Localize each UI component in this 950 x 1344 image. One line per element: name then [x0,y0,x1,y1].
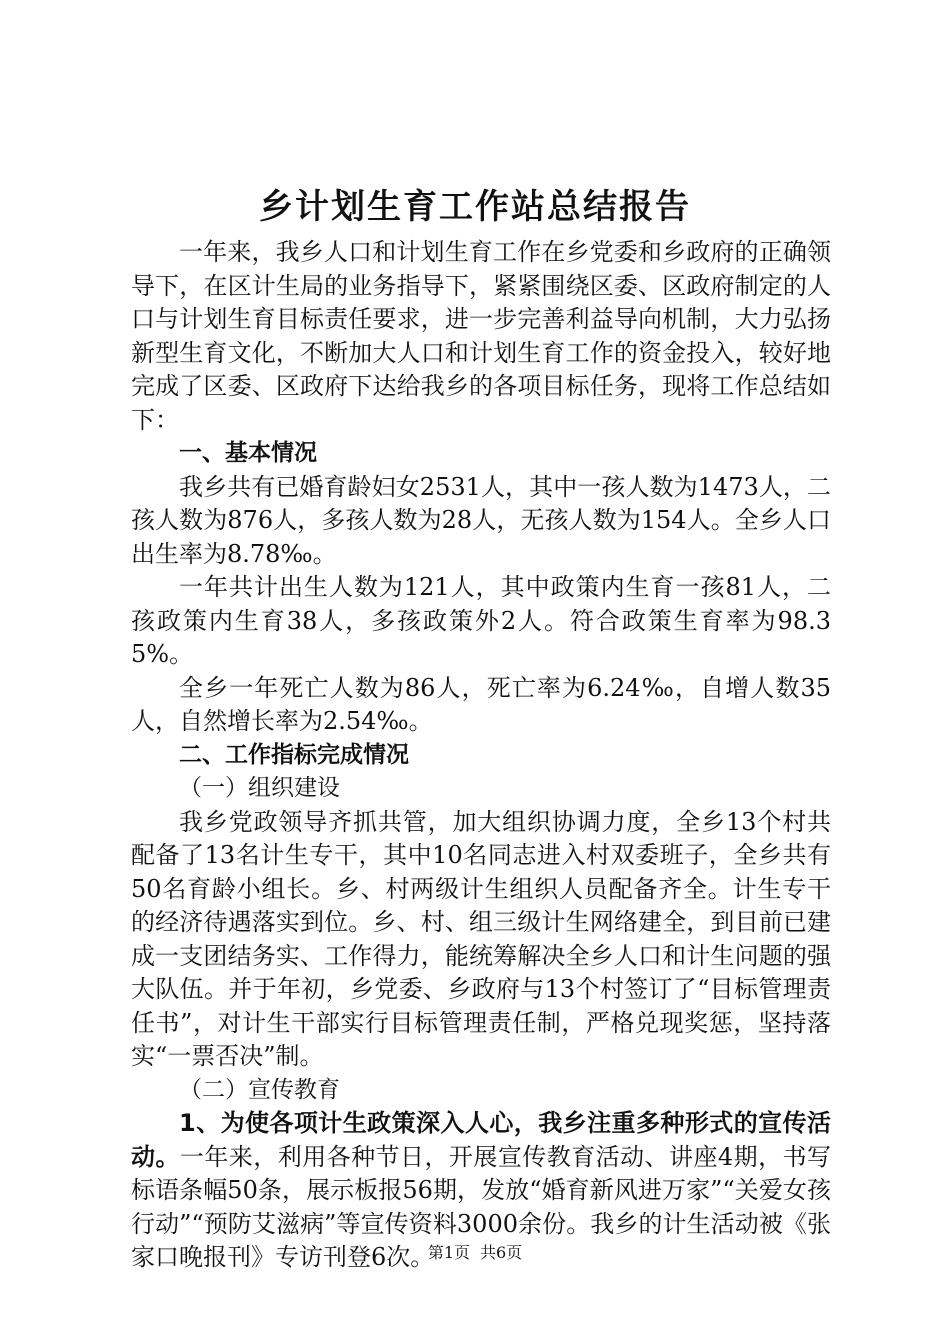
page-footer [0,1242,950,1264]
publicity-paragraph-text: 一年来，利用各种节日，开展宣传教育活动、讲座4期，书写标语条幅50条，展示板报56期，发放“婚育新风进万家”“关爱女孩行动”“预防艾滋病”等宣传资料3000余份。我乡的计生活动被《张家口晚报刊》专访刊登6次。 [131,1142,831,1271]
section-heading-work-indicators: 二、工作指标完成情况 [179,741,409,768]
page-total: 共6页 [480,1243,523,1262]
basic-paragraph-2: 一年共计出生人数为121人，其中政策内生育一孩81人，二孩政策内生育38人，多孩政策外2人。符合政策生育率为98.35%。 [131,573,831,668]
page-number: 第1页 [427,1243,470,1262]
basic-paragraph-3: 全乡一年死亡人数为86人，死亡率为6.24‰，自增人数35人，自然增长率为2.54‰。 [131,673,831,735]
section-heading-basic-situation: 一、基本情况 [179,440,317,466]
document-title: 乡计划生育工作站总结报告 [259,187,691,227]
subsection-heading-organization: （一）组织建设 [179,775,340,801]
organization-paragraph: 我乡党政领导齐抓共管，加大组织协调力度，全乡13个村共配备了13名计生专干，其中10名同志进入村双委班子，全乡共有50名育龄小组长。乡、村两级计生组织人员配备齐全。计生专干的经济待遇落实到位。乡、村、组三级计生网络建全，到目前已建成一支团结务实、工作得力，能统筹解决全乡人口和计生问题的强大队伍。并于年初，乡党委、乡政府与13个村签订了“目标管理责任书”，对计生干部实行目标管理责任制，严格兑现奖惩，坚持落实“一票否决”制。 [131,807,831,1070]
basic-paragraph-1: 我乡共有已婚育龄妇女2531人，其中一孩人数为1473人，二孩人数为876人，多孩人数为28人，无孩人数为154人。全乡人口出生率为8.78‰。 [131,472,831,568]
document-body [131,236,831,1275]
publicity-lead-sentence: 1、为使各项计生政策深入人心，我乡注重多种形式的宣传活动。 [131,1109,831,1171]
intro-paragraph: 一年来，我乡人口和计划生育工作在乡党委和乡政府的正确领导下，在区计生局的业务指导下，紧紧围绕区委、区政府制定的人口与计划生育目标责任要求，进一步完善利益导向机制，大力弘扬新型生育文化，不断加大人口和计划生育工作的资金投入，较好地完成了区委、区政府下达给我乡的各项目标任务，现将工作总结如下： [131,238,831,434]
subsection-heading-publicity: （二）宣传教育 [179,1076,340,1103]
